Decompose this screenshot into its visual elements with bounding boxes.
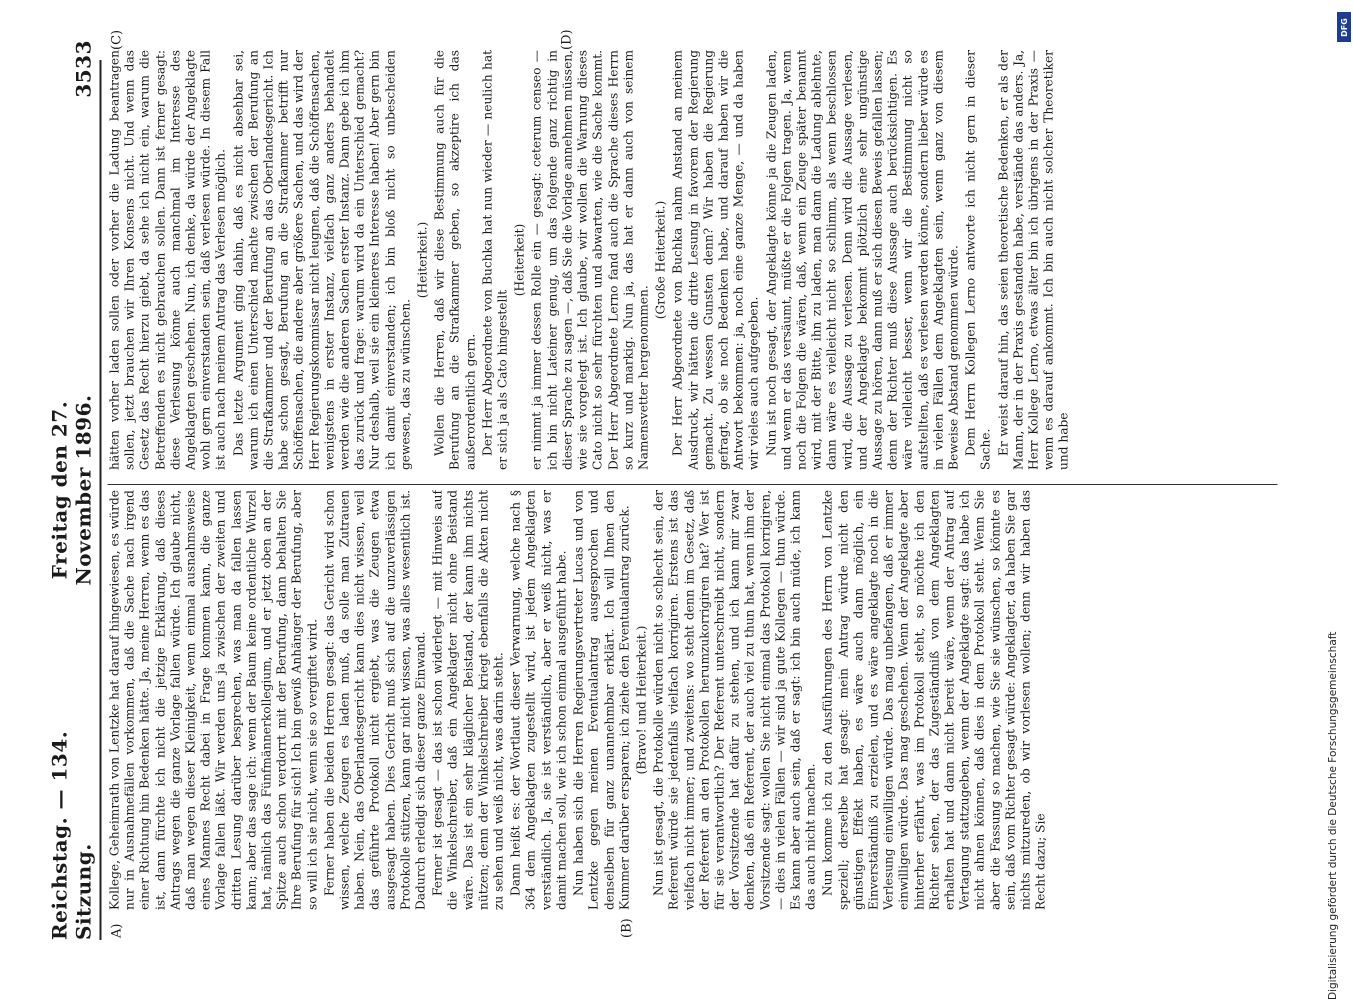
paragraph: Dann heißt es: der Wortlaut dieser Verwarnung, welche nach § 364 dem Angeklagten zugestellt wird, ist jedem Angeklagten verständlich. Ja, sie ist verständlich, aber er weiß nicht, was er damit machen soll, wie ich schon einmal ausgeführt habe.: [508, 490, 569, 910]
interjection: (Bravo! und Heiterkeit.): [634, 625, 649, 775]
paragraph: Nun ist gesagt, die Protokolle würden nicht so schlecht sein, der Referent würde sie jedenfalls vielfach korrigiren. Erstens ist das vielfach nicht immer; und zweitens: wo steht denn im Gesetz, daß der Referent an den Protokollen herumzukorrigiren hat? Wer ist für sie verantwortlich? Der Referent unterschreibt nicht, sondern der Vorsitzende hat dafür zu stehen, und ich kann mir zwar denken, daß ein Referent, der auch viel zu thun hat, wenn ihm der Vorsitzende sagt: wollen Sie nicht einmal das Protokoll korrigiren, — dies in vielen Fällen — wir sind ja gute Kollegen — thun würde. Es kann aber auch sein, daß er sagt: ich bin auch müde, ich kann das auch nicht machen.: [651, 490, 818, 910]
page-header: [47, 40, 96, 940]
interjection: (Heiterkeit): [512, 223, 527, 297]
header-rule: [100, 60, 102, 940]
digitization-credit: [1315, 0, 1345, 1000]
paragraph: Wollen die Herren, daß wir diese Bestimmung auch für die Berufung an die Strafkammer geben, so akzeptire ich das außerordentlich gern.: [432, 50, 478, 470]
column-divider: [108, 484, 1278, 485]
interjection: (Große Heiterkeit.): [653, 200, 668, 320]
left-column: [108, 490, 1288, 910]
right-column: [108, 50, 1288, 470]
dfg-logo-text: DFG: [1339, 17, 1349, 37]
margin-mark-b: (B): [619, 918, 635, 938]
paragraph: Der Herr Abgeordnete von Buchka hat nun wieder — neulich hat er sich ja als Cato hingestellt: [480, 50, 510, 470]
paragraph: Ferner haben die beiden Herren gesagt: das Gericht wird schon wissen, welche Zeugen es laden muß, da solle man Zutrauen haben. Nein, das Oberlandesgericht kann dies nicht wissen, weil das geführte Protokoll nicht ergiebt, was die Zeugen etwa ausgesagt haben. Dies Gericht muß sich auf die unzuverlässigen Protokolle stützen, kann gar nicht wissen, was alles wesentlich ist. Dadurch erledigt sich dieser ganze Einwand.: [322, 490, 428, 910]
dfg-logo: [1337, 12, 1351, 42]
margin-mark-c: (C): [109, 29, 125, 50]
paragraph: Nun ist noch gesagt, der Angeklagte könne ja die Zeugen laden, und wenn er das versäumt, müßte er die Folgen tragen. Ja, wenn noch die Folgen die wären, daß, wenn ein Zeuge später benannt wird, mit der Bitte, ihn zu laden, man dann die Ladung ablehnte, dann wäre es vielleicht nicht so schlimm, als wenn beschlossen wird, die Aussage zu verlesen. Denn wird die Aussage verlesen, und der Angeklagte bekommt plötzlich eine sehr ungünstige Aussage zu hören, dann muß er sich diesen Beweis gefallen lassen; denn der Richter muß diese Aussage auch berücksichtigen. Es wäre vielleicht besser, wenn wir die Bestimmung nicht so aufstellten, daß es verlesen werden könne, sondern lieber würde es in vielen Fällen dem Angeklagten sein, wenn ganz von diesem Beweise Abstand genommen würde.: [764, 50, 961, 470]
paragraph: hätten vorher laden sollen oder vorher die Ladung beantragen sollen, jetzt brauchen wir Ihren Konsens nicht. Und wenn das Gesetz das Recht hierzu giebt, da sehe ich nicht ein, warum die Betreffenden es nicht gebrauchen sollen. Dann ist ferner gesagt: diese Verlesung könne auch manchmal im Interesse des Angeklagten geschehen. Nun, ich denke, da würde der Angeklagte wohl gern einverstanden sein, daß verlesen würde. In diesem Fall ist auch nach meinem Antrag das Verlesen möglich.: [107, 50, 228, 470]
header-date: Freitag den 27. November 1896.: [47, 394, 96, 586]
paragraph: Nun komme ich zu den Ausführungen des Herrn von Lentzke speziell; derselbe hat gesagt: mein Antrag würde nicht den günstigen Effekt haben, es wäre auch dann möglich, ein Einverständniß zu erzielen, und es wäre angeklagte noch in die Verlesung einwilligen würde. Das mag unbefangen, daß er immer einwilligen würde. Das mag geschehen. Wenn der Angeklagte aber hinterher erfährt, was im Protokoll steht, so möchte ich den Richter sehen, der das Zugeständniß von dem Angeklagten erhalten hat und dann nicht bereit wäre, wenn der Antrag auf Vertagung stattzugeben, wenn der Angeklagte sagt: das habe ich nicht ahnen können, daß dies in dem Protokoll steht. Wenn Sie aber die Fassung so machen, wie Sie sie wünschen, so könnte es sein, daß vom Richter gesagt würde: Angeklagter, da haben Sie gar nichts mitzureden, ob wir vorlesen wollen; denn wir haben das Recht dazu; Sie: [820, 490, 1048, 910]
paragraph: Ferner ist gesagt — das ist schon widerlegt — mit Hinweis auf die Winkelschreiber, daß ein Angeklagter nicht ohne Beistand wäre. Das ist ein sehr kläglicher Beistand, der kann ihm nichts nützen; denn der Winkelschreiber kriegt ebenfalls die Akten nicht zu sehen und weiß nicht, was darin steht.: [430, 490, 506, 910]
paragraph: Dem Herrn Kollegen Lerno antworte ich nicht gern in dieser Sache.: [963, 50, 993, 470]
paragraph: Kollege, Geheimrath von Lentzke hat darauf hingewiesen, es würde nur in Ausnahmefällen vorkommen, daß die Sache nach irgend einer Richtung hin Bedenken hätte. Ja, meine Herren, wenn es das ist, dann fürchte ich nicht die jetzige Erklärung, daß dieses Antrags wegen die ganze Vorlage fallen würde. Ich glaube nicht, daß man wegen dieser Kleinigkeit, wenn einmal ausnahmsweise eines Mannes Recht dabei in Frage kommen kann, die ganze Vorlage fallen läßt. Wir werden uns ja zwischen der zweiten und dritten Lesung darüber besprechen, was man da fallen lassen kann; aber das sage ich: wenn der Baum keine ordentliche Wurzel hat, nämlich das Fünfmännerkollegium, und er jetzt oben an der Spitze auch schon verdorrt mit der Berufung, dann behalten Sie Ihre Berufung für sich! Ich bin gewiß Anhänger der Berufung, aber so will ich sie nicht, wenn sie so vergiftet wird.: [107, 490, 320, 910]
credit-text: Digitalisierung gefördert durch die Deutsche Forschungsgemeinschaft: [1327, 631, 1339, 1000]
margin-mark-a: A): [109, 923, 125, 938]
paragraph: er nimmt ja immer dessen Rolle ein — gesagt: ceterum censeo — ich bin nicht Lateiner genug, um das folgende ganz richtig in dieser Sprache zu sagen —, daß Sie die Vorlage annehmen müssen, wie sie vorgelegt ist. Ich glaube, wir wollen die Warnung dieses Cato nicht so sehr fürchten und abwarten, wie die Sache kommt. Der Herr Abgeordnete Lerno fand auch die Sprache dieses Herrn so kurz und markig. Nun ja, das hat er dann auch von seinem Namensvetter hergenommen.: [529, 50, 651, 470]
margin-mark-d: (D): [559, 29, 575, 50]
interjection: (Heiterkeit.): [415, 221, 430, 299]
paragraph: Er weist darauf hin, das seien theoretische Bedenken, er als der Mann, der in der Praxis gestanden habe, verstände das anders. Ja, Herr Kollege Lerno, etwas älter bin ich übrigens in der Praxis — wenn es darauf ankommt. Ich bin auch nicht solcher Theoretiker und habe: [996, 50, 1071, 470]
paragraph: Der Herr Abgeordnete von Buchka nahm Anstand an meinem Ausdruck, wir hätten die dritte Lesung in favorem der Regierung gemacht. Zu wessen Gunsten denn? Wir haben die Regierung gefragt, ob sie noch Bedenken habe, und darauf haben wir die Antwort bekommen: ja, noch eine ganze Menge, — und da haben wir vieles auch aufgegeben.: [670, 50, 761, 470]
header-title: Reichstag. — 134. Sitzung.: [47, 730, 96, 940]
paragraph: Nun haben sich die Herren Regierungsvertreter Lucas und von Lentzke gegen meinen Eventualantrag ausgesprochen und denselben für ganz unannehmbar erklärt. Ich will Ihnen den Kummer darüber ersparen; ich ziehe den Eventualantrag zurück.: [571, 490, 632, 910]
paragraph: Das letzte Argument ging dahin, daß es nicht absehbar sei, warum ich einen Unterschied machte zwischen der Berufung an die Strafkammer und der Berufung an das Oberlandesgericht. Ich habe schon gesagt, Berufung an die Strafkammer betrifft nur Schöffensachen, die andere aber größere Sachen, und das wird der Herr Regierungskommissar nicht leugnen, daß die Schöffensachen, wenigstens in erster Instanz, vielfach ganz anders behandelt werden wie die anderen Sachen erster Instanz. Dann gebe ich ihm das zurück und frage: warum wird da ein Unterschied gemacht? Nur deshalb, weil sie ein kleineres Interesse haben! Aber gern bin ich damit einverstanden; ich bin bloß nicht so unbescheiden gewesen, das zu wünschen.: [231, 50, 413, 470]
page-number: 3533: [71, 40, 96, 98]
